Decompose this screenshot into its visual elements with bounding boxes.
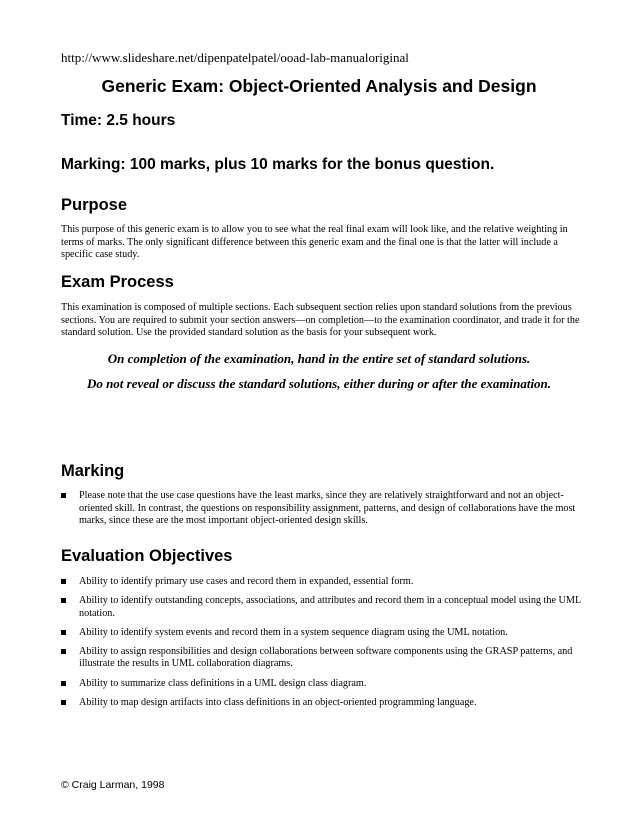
copyright-footer: © Craig Larman, 1998 [61, 779, 165, 791]
bullet-square-icon [61, 700, 66, 705]
marking-summary-heading: Marking: 100 marks, plus 10 marks for the bonus question. [61, 156, 495, 173]
bullet-square-icon [61, 649, 66, 654]
evaluation-objectives-list [61, 576, 581, 716]
marking-heading: Marking [61, 462, 125, 480]
list-item-text: Ability to identify outstanding concepts, associations, and attributes and record them in a conceptual model using the UML notation. [79, 595, 581, 619]
page-title: Generic Exam: Object-Oriented Analysis and Design [101, 76, 537, 96]
list-item-text: Ability to map design artifacts into class definitions in an object-oriented programming language. [79, 696, 477, 708]
list-item [61, 576, 581, 589]
list-item [61, 646, 581, 671]
list-item-text: Please note that the use case questions have the least marks, since they are relatively straightforward and not an object-oriented skill. In contrast, the questions on responsibility assignment, patterns, and design of collaborations have the most marks, since these are the most important object-oriented design skills. [79, 490, 576, 527]
exam-process-paragraph: This examination is composed of multiple sections. Each subsequent section relies upon standard solutions from the previous sections. You are required to submit your section answers—on completion—to the examination coordinator, and trade it for the standard solution. Use the provided standard solution as the basis for your subsequent work. [61, 302, 580, 339]
list-item-text: Ability to identify primary use cases and record them in expanded, essential form. [79, 576, 414, 587]
list-item [61, 490, 581, 528]
list-item [61, 678, 581, 691]
list-item-text: Ability to identify system events and record them in a system sequence diagram using the UML notation. [79, 626, 508, 638]
time-heading: Time: 2.5 hours [61, 112, 176, 129]
purpose-paragraph: This purpose of this generic exam is to allow you to see what the real final exam will look like, and the relative weighting in terms of marks. The only significant difference between this generic exam and the final one is that the latter will include a specific case study. [61, 224, 568, 261]
list-item-text: Ability to assign responsibilities and design collaborations between software components using the GRASP patterns, and illustrate the results in UML collaboration diagrams. [79, 645, 573, 670]
list-item [61, 627, 581, 640]
confidentiality-note: Do not reveal or discuss the standard solutions, either during or after the examination. [86, 376, 552, 391]
marking-list [61, 490, 581, 534]
bullet-square-icon [61, 493, 66, 498]
bullet-square-icon [61, 598, 66, 603]
evaluation-objectives-heading: Evaluation Objectives [61, 547, 233, 565]
list-item [61, 595, 581, 620]
list-item [61, 697, 581, 710]
bullet-square-icon [61, 579, 66, 584]
list-item-text: Ability to summarize class definitions in a UML design class diagram. [79, 677, 367, 689]
purpose-heading: Purpose [61, 196, 128, 214]
exam-process-heading: Exam Process [61, 273, 174, 291]
completion-note: On completion of the examination, hand in the entire set of standard solutions. [107, 351, 531, 366]
source-url: http://www.slideshare.net/dipenpatelpatel/ooad-lab-manualoriginal [61, 50, 409, 65]
bullet-square-icon [61, 681, 66, 686]
bullet-square-icon [61, 630, 66, 635]
